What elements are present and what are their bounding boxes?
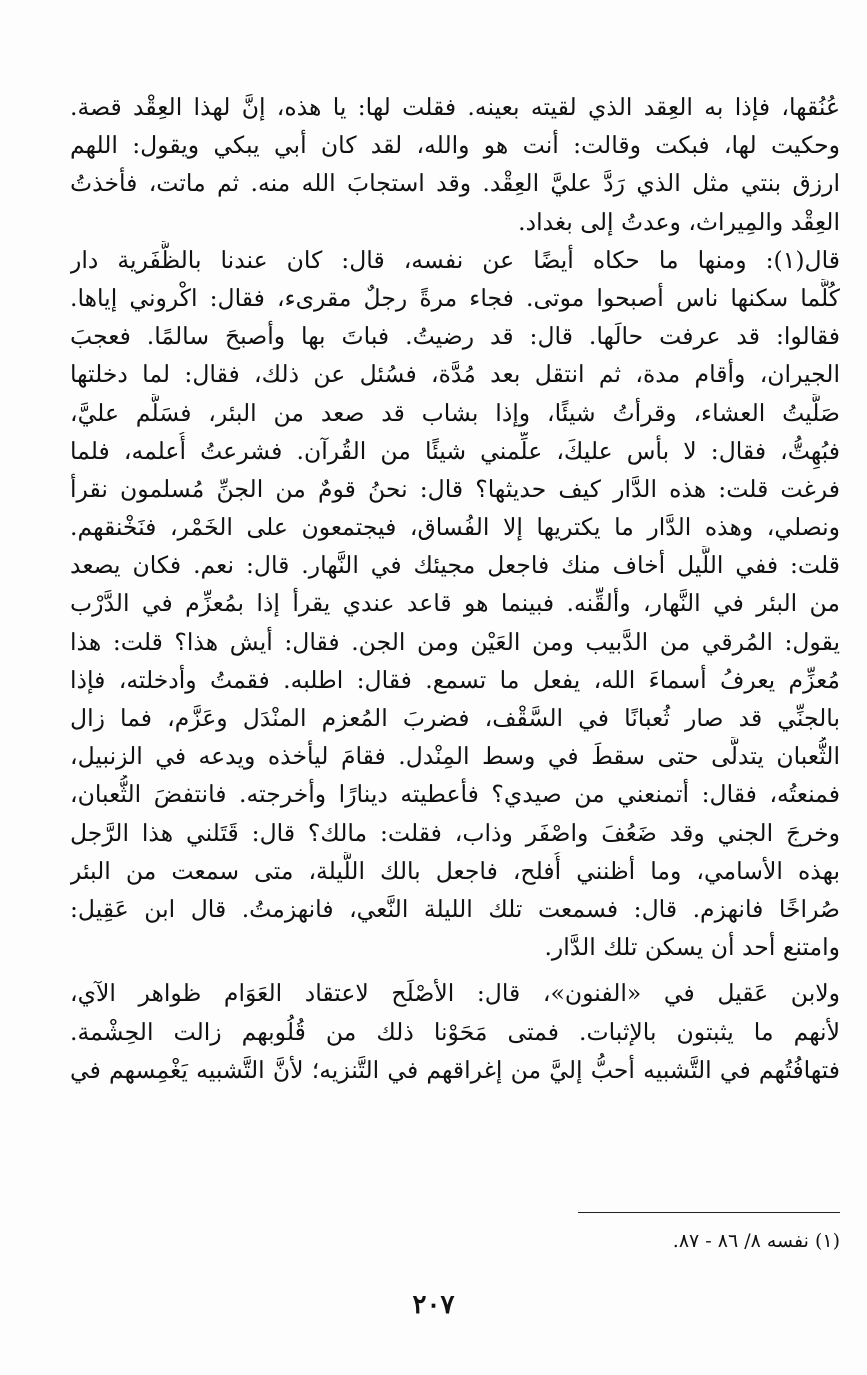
footnote-divider [578, 1212, 840, 1213]
text-line: ولابن عَقيل في «الفنون»، قال: الأصْلَح لاعتقاد العَوَام ظواهر الآي، [70, 979, 840, 1008]
text-line: ونصلي، وهذه الدَّار ما يكتريها إلا الفُساق، فيجتمعون على الخَمْر، فنَخْنقهم. [70, 513, 840, 542]
text-line: من البئر في النَّهار، وألقِّنه. فبينما هو قاعد عندي يقرأ إذا بمُعزِّم في الدَّرْب [70, 589, 840, 618]
paragraph-gap [70, 966, 840, 974]
text-line: العِقْد والمِيراث، وعدتُ إلى بغداد. [518, 207, 840, 236]
text-line: بالجنِّي قد صار ثُعبانًا في السَّقْف، فضربَ المُعزم المنْدَل وعَزَّم، فما زال [70, 704, 840, 732]
text-line: كُلَّما سكنها ناس أصبحوا موتى. فجاء مرةً رجلٌ مقرىء، فقال: اكْروني إياها. [70, 283, 840, 312]
text-line: صُراخًا فانهزم. قال: فسمعت تلك الليلة النَّعي، فانهزمتُ. قال ابن عَقِيل: [70, 894, 840, 923]
text-line: قلت: ففي اللَّيل أخاف منك فاجعل مجيئك في النَّهار. قال: نعم. فكان يصعد [70, 551, 840, 580]
text-line: الجيران، وأقام مدة، ثم انتقل بعد مُدَّة، فسُئل عن ذلك، فقال: لما دخلتها [70, 360, 840, 389]
text-line: مُعزِّم يعرفُ أسماءَ الله، يفعل ما تسمع. فقال: اطلبه. فقمتُ وأدخلته، فإذا [70, 665, 840, 694]
text-line: عُنُقها، فإذا به العِقد الذي لقيته بعينه. فقلت لها: يا هذه، إنَّ لهذا العِقْد قصة. [70, 93, 840, 121]
text-line: فرغت قلت: هذه الدَّار كيف حديثها؟ قال: نحنُ قومٌ من الجنِّ مُسلمون نقرأ [70, 474, 840, 503]
page-number: ٢٠٧ [412, 1290, 455, 1320]
text-line: قال(١): ومنها ما حكاه أيضًا عن نفسه، قال: كان عندنا بالظَّفَرية دار [70, 245, 840, 274]
text-line: فبُهِتُّ، فقال: لا بأس عليكَ، علِّمني شيئًا من القُرآن. فشرعتُ أُعلمه، فلما [70, 436, 840, 465]
text-line: لأنهم ما يثبتون بالإثبات. فمتى مَحَوْنا ذلك من قُلُوبهم زالت الحِشْمة. [70, 1017, 840, 1046]
text-line: بهذه الأسامي، وما أظنني أُفلح، فاجعل بالك اللَّيلة، متى سمعت من البئر [70, 856, 840, 885]
text-line: الثُّعبان يتدلَّى حتى سقطَ في وسط المِنْدل. فقامَ ليأخذه ويدعه في الزنبيل، [70, 742, 840, 771]
text-line: صَلَّيتُ العشاء، وقرأتُ شيئًا، وإذا بشاب قد صعد من البئر، فسَلَّم عليَّ، [70, 398, 840, 427]
text-line: فتهافُتُهم في التَّشبيه أحبُّ إليَّ من إغراقهم في التَّنزيه؛ لأنَّ التَّشبيه يَغْمِسهم في [70, 1055, 840, 1084]
footnote: (١) نفسه ٨/ ٨٦ - ٨٧. [672, 1230, 840, 1252]
main-text [70, 88, 840, 1089]
text-line: يقول: المُرقي من الدَّبيب ومن العَيْن ومن الجن. فقال: أيش هذا؟ قلت: هذا [70, 627, 840, 656]
text-line: ارزق بنتي مثل الذي رَدَّ عليَّ العِقْد. وقد استجابَ الله منه. ثم ماتت، فأخذتُ [70, 169, 840, 198]
text-line: فمنعتُه، فقال: أتمنعني من صيدي؟ فأعطيته دينارًا وأخرجته. فانتفضَ الثُّعبان، [70, 780, 840, 809]
text-line: فقالوا: قد عرفت حالَها. قال: قد رضيتُ. فباتَ بها وأصبحَ سالمًا. فعجبَ [70, 322, 840, 351]
text-line: وامتنع أحد أن يسكن تلك الدَّار. [544, 933, 840, 962]
text-line: وحكيت لها، فبكت وقالت: أنت هو والله، لقد كان أبي يبكي ويقول: اللهم [70, 131, 840, 160]
text-line: وخرجَ الجني وقد ضَعُفَ واصْفَر وذاب، فقلت: مالك؟ قال: قَتَلني هذا الرَّجل [70, 818, 840, 847]
